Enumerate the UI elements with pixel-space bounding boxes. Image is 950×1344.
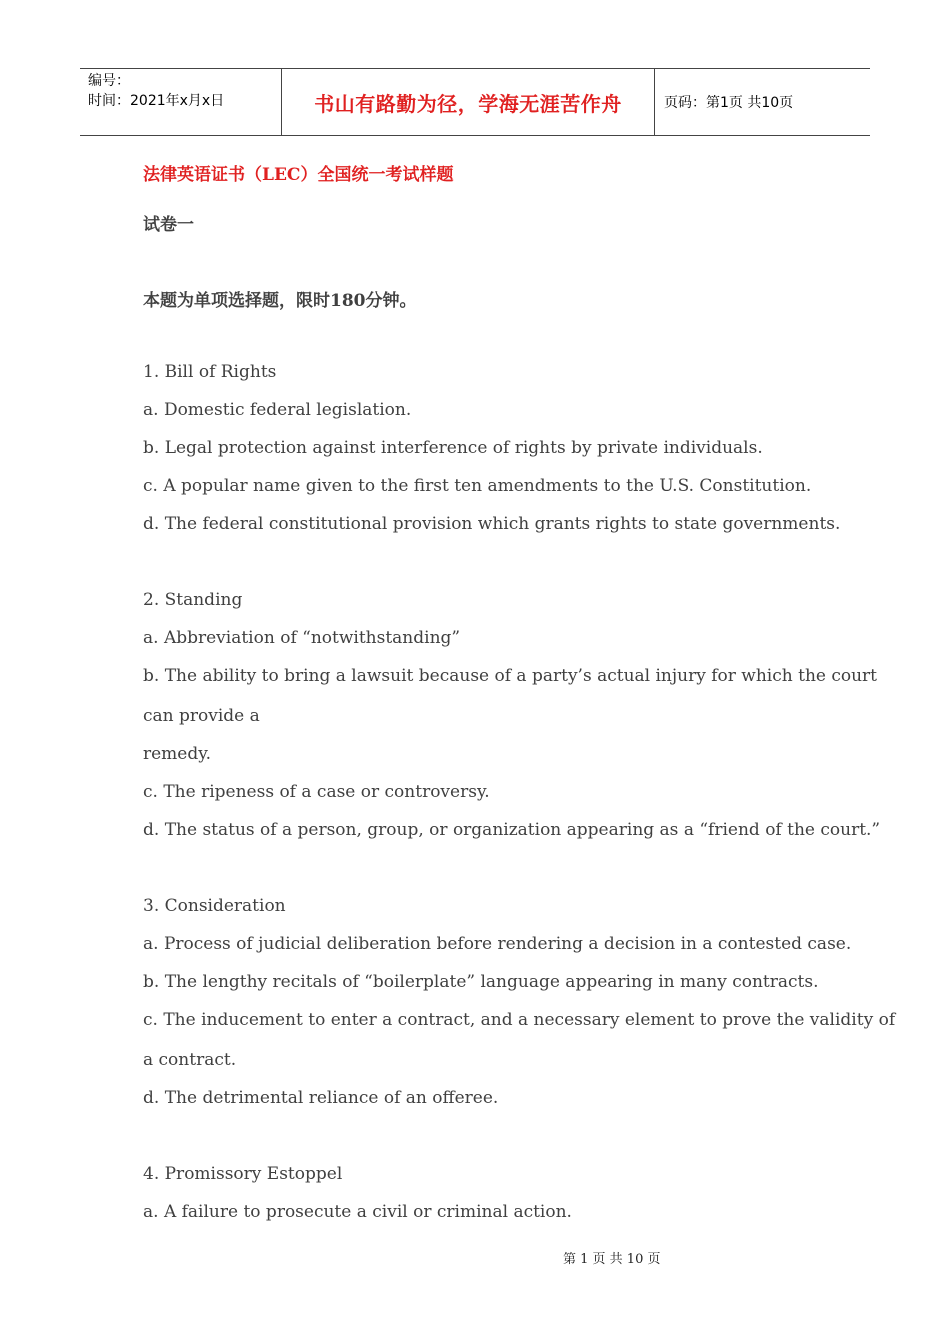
question-option: a. A failure to prosecute a civil or criminal action. — [143, 1202, 572, 1222]
question-stem: 3. Consideration — [143, 896, 286, 916]
question-option: a. Process of judicial deliberation before rendering a decision in a contested case. — [143, 934, 852, 954]
page-header — [80, 68, 870, 136]
page-info: 页码：第1页 共10页 — [664, 95, 794, 111]
header-middle-cell — [282, 69, 655, 135]
question-option: c. The inducement to enter a contract, and a necessary element to prove the validity of — [143, 1010, 896, 1030]
question-option: c. The ripeness of a case or controversy. — [143, 782, 490, 802]
document-title: 法律英语证书（LEC）全国统一考试样题 — [143, 165, 454, 185]
motto: 书山有路勤为径，学海无涯苦作舟 — [314, 91, 622, 116]
question-option: b. The lengthy recitals of “boilerplate” language appearing in many contracts. — [143, 972, 819, 992]
question-option: a. Domestic federal legislation. — [143, 400, 412, 420]
header-left-cell — [80, 69, 282, 135]
question-option: b. Legal protection against interference of rights by private individuals. — [143, 438, 763, 458]
question-option: b. The ability to bring a lawsuit because of a party’s actual injury for which the court — [143, 666, 878, 686]
question-option: d. The federal constitutional provision which grants rights to state governments. — [143, 514, 841, 534]
question-option: d. The status of a person, group, or organization appearing as a “friend of the court.” — [143, 820, 881, 840]
time-label: 时间：2021年x月x日 — [88, 93, 225, 109]
question-stem: 2. Standing — [143, 590, 243, 610]
question-option: can provide a — [143, 706, 260, 726]
number-label: 编号： — [88, 73, 130, 89]
question-option: a contract. — [143, 1050, 237, 1070]
question-stem: 4. Promissory Estoppel — [143, 1164, 343, 1184]
page-footer: 第 1 页 共 10 页 — [563, 1252, 661, 1267]
question-option: a. Abbreviation of “notwithstanding” — [143, 628, 461, 648]
paper-label: 试卷一 — [143, 215, 194, 235]
question-option: d. The detrimental reliance of an offeree. — [143, 1088, 499, 1108]
question-stem: 1. Bill of Rights — [143, 362, 277, 382]
header-right-cell — [655, 69, 870, 135]
question-option: remedy. — [143, 744, 211, 764]
instruction-text: 本题为单项选择题，限时180分钟。 — [143, 291, 417, 311]
question-option: c. A popular name given to the first ten amendments to the U.S. Constitution. — [143, 476, 812, 496]
